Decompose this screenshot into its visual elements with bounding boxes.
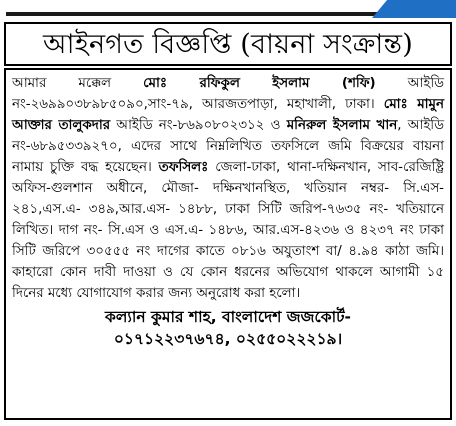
client-id-address: আইডি নং-২৬৯৯০৩৮৯৮৫০৯০,সাং-৭৯, আরজতপাড়া, মহাখালী, ঢাকা। xyxy=(12,76,445,112)
phones-line: ০১৭১২২৩৭৬৭৪, ০২৫৫০২২২১৯। xyxy=(113,330,343,348)
intro-text: আমার মক্কেল xyxy=(12,76,144,91)
notice-body-text xyxy=(12,73,444,304)
notice-title: আইনগত বিজ্ঞপ্তি (বায়না সংক্রান্ত) xyxy=(43,28,413,60)
schedule-text: জেলা-ঢাকা, থানা-দক্ষিনখান, সাব-রেজিষ্ট্রি অফিস-গুলশান অধীনে, মৌজা- দক্ষিনখানস্থিত, খতিয়ান নম্বর- সি.এস- ২৪১,এস.এ- ৩৪৯,আর.এস- ১৪৮৮, ঢাকা সিটি জরিপ-৭৬৩৫ নং- খতিয়ানে লিখিত। দাগ নং- সি.এস ও এস.এ- ১৪৮৬, আর.এস-৪২৩৬ ও ৪২৩৭ নং ঢাকা সিটি জরিপে ৩০৫৫৫ নং দাগের কাতে ০৮১৬ অযুতাংশ বা/ ৪.৯৪ কাঠা জমি। কাহারো কোন দাবী দাওয়া ও যে কোন ধরনের অভিযোগ থাকলে আগামী ১৫ দিনের মধ্যে যোগাযোগ করার জন্য অনুরোধ করা হলো। xyxy=(12,160,444,301)
title-box xyxy=(4,22,452,66)
strip-dark-line xyxy=(6,12,388,16)
lawyer-line: কল্যান কুমার শাহ, বাংলাদেশ জজকোর্ট- xyxy=(105,308,351,326)
notice-body-box xyxy=(4,68,452,420)
notice-footer xyxy=(12,306,444,350)
top-decorative-strip xyxy=(0,0,456,18)
schedule-label: তফসিলঃ xyxy=(158,160,209,175)
client-name: মোঃ রফিকুল ইসলাম (শফি) xyxy=(143,76,376,91)
third-party-id-text: , আইডি নং-৬৮৯৫৩৩৯২৭০, এদের সাথে নিম্নলিখিত তফসিলে জমি বিক্রয়ের বায়না নামায় চুক্তি বদ্ধ হয়েছেন। xyxy=(12,118,444,175)
second-party-id: আইডি নং-৮৬৯০৮০২৩১২ ও xyxy=(110,118,287,133)
third-party-name: মনিরুল ইসলাম খান xyxy=(286,118,398,133)
legal-notice-advertisement xyxy=(4,22,452,422)
second-party-name: মোঃ মামুন আক্তার তালুকদার xyxy=(12,97,444,133)
